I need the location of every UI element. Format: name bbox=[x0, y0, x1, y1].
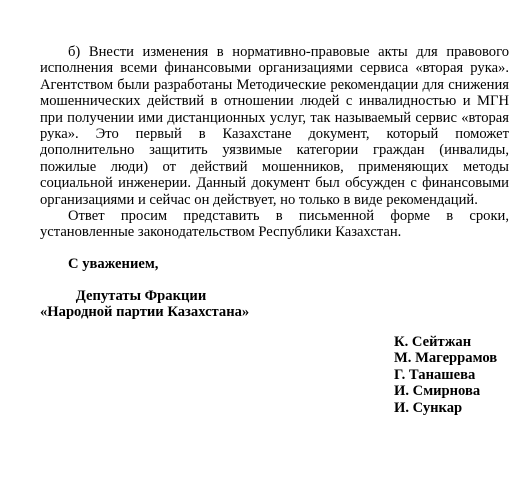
signatory-name: К. Сейтжан bbox=[394, 334, 472, 350]
faction-block bbox=[40, 288, 250, 321]
signatory-name: И. Сункар bbox=[394, 399, 463, 416]
faction-title: Депутаты Фракции bbox=[75, 288, 207, 304]
signatory-name: И. Смирнова bbox=[394, 383, 481, 400]
signatory-list bbox=[394, 334, 497, 416]
paragraph-request: Ответ просим представить в письменной форме в сроки, установленные законодательством Республики Казахстан. bbox=[40, 208, 509, 241]
letter-body bbox=[40, 44, 509, 241]
closing-salutation: С уважением, bbox=[68, 256, 159, 272]
paragraph-proposal: б) Внести изменения в нормативно-правовые акты для правового исполнения всеми финансовыми организациями сервиса «вторая рука». Агентством были разработаны Методические рекомендации для снижения мошеннических действий в отношении людей с инвалидностью и МГН при получении ими дистанционных услуг, так называемый сервис «вторая рука». Это первый в Казахстане документ, который поможет дополнительно защитить уязвимые категории граждан (инвалиды, пожилые люди) от действий мошенников, применяющих методы социальной инженерии. Данный документ был обсужден с финансовыми организациями и сейчас он действует, но только в виде рекомендаций. bbox=[40, 44, 509, 208]
party-name: «Народной партии Казахстана» bbox=[40, 304, 250, 321]
signatory-name: М. Магеррамов bbox=[394, 350, 498, 367]
signatory-name: Г. Танашева bbox=[394, 366, 476, 383]
